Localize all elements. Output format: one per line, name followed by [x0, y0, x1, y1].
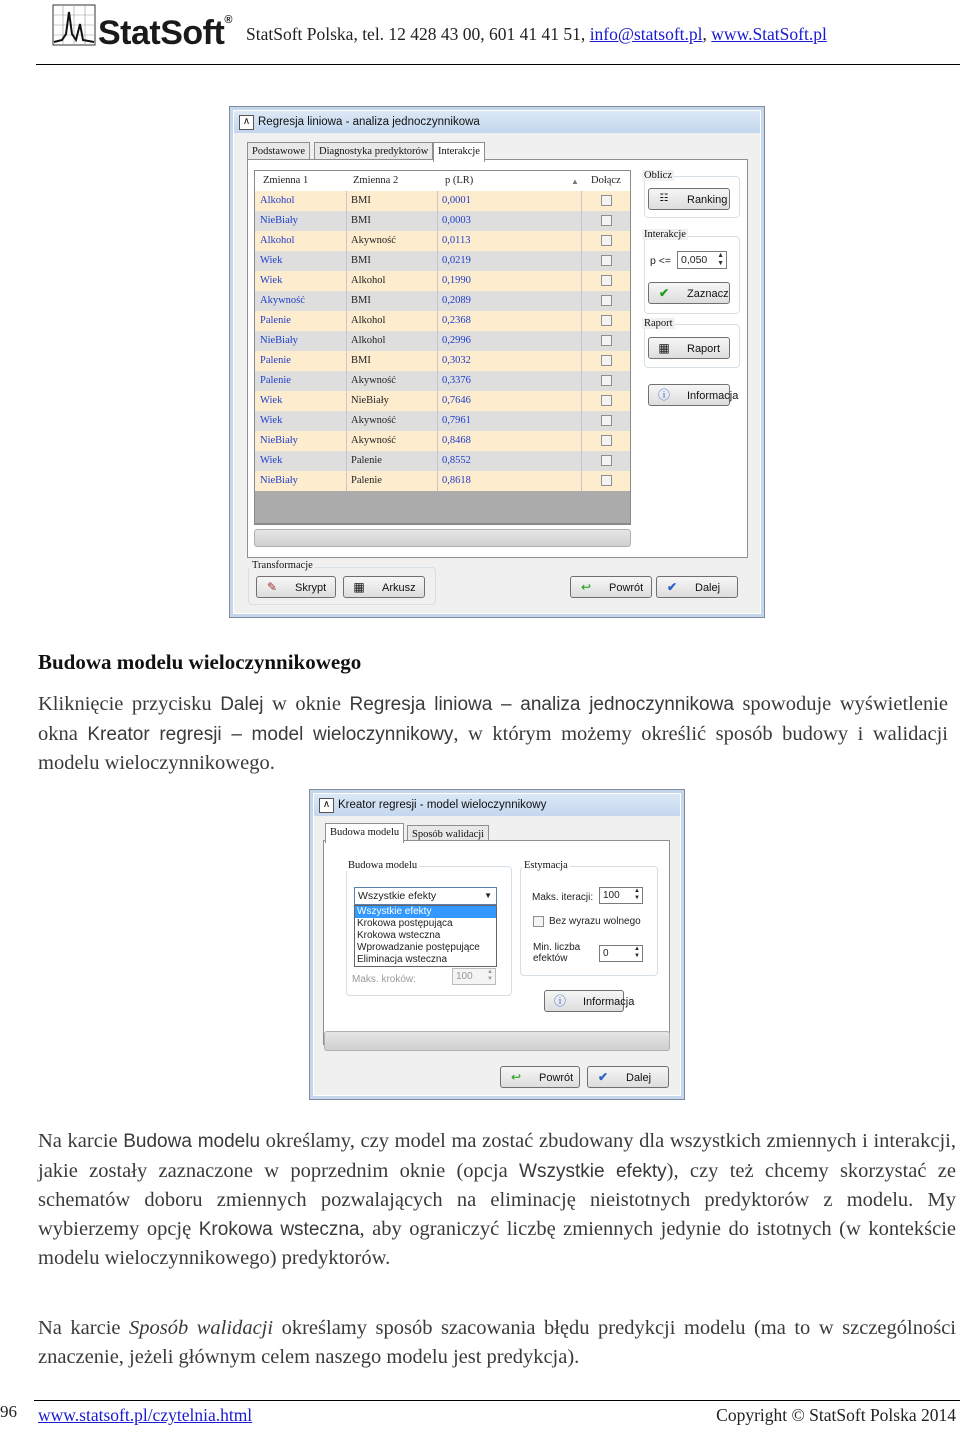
- column-separator: [346, 471, 347, 491]
- table-row[interactable]: [255, 411, 630, 431]
- skrypt-button[interactable]: ✎ Skrypt: [256, 576, 336, 598]
- informacja-button[interactable]: ⓘ Informacja: [648, 384, 730, 406]
- table-row[interactable]: [255, 251, 630, 271]
- column-separator: [581, 451, 582, 471]
- include-checkbox[interactable]: [601, 375, 612, 386]
- statsoft-logo: StatSoft®: [98, 14, 232, 52]
- column-separator: [346, 191, 347, 211]
- column-separator: [346, 411, 347, 431]
- column-separator: [346, 271, 347, 291]
- interactions-grid[interactable]: [254, 170, 631, 525]
- column-separator: [346, 371, 347, 391]
- powrot-button[interactable]: ↩ Powrót: [570, 576, 652, 598]
- column-separator: [581, 331, 582, 351]
- statsoft-logo-icon: [52, 4, 96, 46]
- include-checkbox[interactable]: [601, 395, 612, 406]
- dalej-button[interactable]: ✔ Dalej: [587, 1066, 669, 1088]
- horizontal-scrollbar[interactable]: [324, 1031, 670, 1051]
- column-separator: [581, 311, 582, 331]
- table-row[interactable]: [255, 471, 630, 491]
- table-row[interactable]: [255, 331, 630, 351]
- cell-zmienna1: Wiek: [260, 255, 283, 266]
- table-row[interactable]: [255, 191, 630, 211]
- dropdown-option[interactable]: Wszystkie efekty: [355, 906, 496, 918]
- column-separator: [346, 291, 347, 311]
- model-type-dropdown: [354, 905, 497, 967]
- column-separator: [346, 331, 347, 351]
- column-separator: [346, 251, 347, 271]
- cell-zmienna2: BMI: [351, 195, 371, 206]
- column-separator: [437, 411, 438, 431]
- raport-label: Raport: [644, 318, 673, 329]
- dropdown-option[interactable]: Eliminacja wsteczna: [357, 954, 448, 965]
- column-separator: [437, 471, 438, 491]
- table-row[interactable]: [255, 231, 630, 251]
- tab-budowa-modelu[interactable]: Budowa modelu: [325, 823, 404, 843]
- cell-zmienna1: Palenie: [260, 355, 291, 366]
- cell-zmienna1: Wiek: [260, 415, 283, 426]
- column-separator: [346, 431, 347, 451]
- oblicz-label: Oblicz: [644, 170, 672, 181]
- column-separator: [437, 331, 438, 351]
- column-separator: [346, 351, 347, 371]
- table-row[interactable]: [255, 271, 630, 291]
- table-row[interactable]: [255, 431, 630, 451]
- dialog-title: Kreator regresji - model wieloczynnikowy: [338, 799, 547, 811]
- col-zmienna2[interactable]: Zmienna 2: [353, 175, 399, 186]
- cell-p-value: 0,2368: [442, 315, 471, 326]
- cell-zmienna1: Wiek: [260, 395, 283, 406]
- column-separator: [437, 251, 438, 271]
- cell-zmienna1: NieBiały: [260, 215, 298, 226]
- paragraph-1: Kliknięcie przycisku Dalej w oknie Regresja liniowa – analiza jednoczynnikowa spowoduje wyświetlenie okna Kreator regresji – model wieloczynnikowy, w którym możemy określić sposób budowy i walidacji modelu wieloczynnikowego.: [38, 693, 949, 775]
- col-dolacz[interactable]: Dołącz: [591, 175, 621, 186]
- cell-zmienna1: Wiek: [260, 275, 283, 286]
- budowa-modelu-label: Budowa modelu: [348, 860, 418, 871]
- arkusz-button[interactable]: ▦ Arkusz: [343, 576, 425, 598]
- header-divider: [36, 64, 960, 65]
- include-checkbox[interactable]: [601, 335, 612, 346]
- column-separator: [581, 371, 582, 391]
- dropdown-option[interactable]: Krokowa wsteczna: [357, 930, 441, 941]
- cell-zmienna2: Akywność: [351, 435, 396, 446]
- dialog-titlebar: [234, 111, 760, 133]
- cell-zmienna2: Akywność: [351, 415, 396, 426]
- column-separator: [581, 211, 582, 231]
- maks-iteracji-spinner[interactable]: 100 ▲ ▼: [599, 887, 643, 904]
- script-icon: ✎: [266, 580, 278, 594]
- ranking-button[interactable]: ☷ Ranking: [648, 188, 730, 210]
- cell-p-value: 0,0113: [442, 235, 471, 246]
- cell-p-value: 0,8618: [442, 475, 471, 486]
- cell-p-value: 0,0001: [442, 195, 471, 206]
- cell-zmienna2: BMI: [351, 355, 371, 366]
- sort-arrow-icon: ▲: [571, 177, 579, 186]
- cell-p-value: 0,8468: [442, 435, 471, 446]
- cell-zmienna1: Palenie: [260, 315, 291, 326]
- maks-krokow-label: Maks. kroków:: [352, 974, 416, 985]
- include-checkbox[interactable]: [601, 295, 612, 306]
- chevron-down-icon[interactable]: ▼: [484, 891, 492, 900]
- col-p-lr[interactable]: p (LR): [445, 175, 474, 186]
- tab-diagnostyka[interactable]: Diagnostyka predyktorów: [314, 142, 433, 160]
- estymacja-label: Estymacja: [524, 860, 568, 871]
- cell-zmienna2: Palenie: [351, 475, 382, 486]
- cell-p-value: 0,3032: [442, 355, 471, 366]
- section-title: Budowa modelu wieloczynnikowego: [38, 650, 362, 674]
- informacja-button[interactable]: ⓘ Informacja: [544, 990, 624, 1012]
- dialog-title: Regresja liniowa - analiza jednoczynnikowa: [258, 116, 480, 128]
- horizontal-scrollbar[interactable]: [254, 529, 631, 547]
- table-row[interactable]: [255, 351, 630, 371]
- dalej-button[interactable]: ✔ Dalej: [656, 576, 738, 598]
- cell-p-value: 0,0003: [442, 215, 471, 226]
- cell-p-value: 0,8552: [442, 455, 471, 466]
- page-number: 96: [0, 1402, 17, 1421]
- check-icon: ✔: [597, 1070, 609, 1084]
- cell-zmienna2: Alkohol: [351, 335, 386, 346]
- column-separator: [581, 431, 582, 451]
- column-separator: [346, 311, 347, 331]
- table-row[interactable]: [255, 391, 630, 411]
- p-threshold-spinner[interactable]: 0,050 ▲ ▼: [677, 251, 727, 269]
- bez-wyrazu-label: Bez wyrazu wolnego: [549, 916, 641, 927]
- column-separator: [437, 271, 438, 291]
- col-zmienna1[interactable]: Zmienna 1: [263, 175, 309, 186]
- cell-zmienna1: Alkohol: [260, 235, 295, 246]
- paragraph-2: Na karcie Budowa modelu określamy, czy model ma zostać zbudowany dla wszystkich zmiennych i interakcji, jakie zostały zaznaczone w poprzednim oknie (opcja Wszystkie efekty), czy też chcemy skorzystać ze schematów doboru zmiennych pozwalających na eliminację nieistotnych predyktorów z modelu. My wybierzemy opcję Krokowa wsteczna, aby ograniczyć liczbę zmiennych jedynie do istotnych (w kontekście modelu wieloczynnikowego) predyktorów.: [38, 1130, 956, 1270]
- table-row[interactable]: [255, 211, 630, 231]
- column-separator: [581, 391, 582, 411]
- cell-p-value: 0,0219: [442, 255, 471, 266]
- spinner-arrows-icon[interactable]: ▲ ▼: [634, 946, 640, 959]
- cell-zmienna2: Palenie: [351, 455, 382, 466]
- column-separator: [437, 211, 438, 231]
- tab-interakcje[interactable]: Interakcje: [433, 142, 485, 162]
- raport-button[interactable]: ▦ Raport: [648, 337, 730, 359]
- back-arrow-icon: ↩: [510, 1070, 522, 1084]
- cell-p-value: 0,2996: [442, 335, 471, 346]
- website-link[interactable]: www.StatSoft.pl: [711, 24, 827, 44]
- cell-zmienna2: Alkohol: [351, 315, 386, 326]
- column-separator: [581, 471, 582, 491]
- column-separator: [437, 351, 438, 371]
- powrot-button[interactable]: ↩ Powrót: [500, 1066, 580, 1088]
- cell-p-value: 0,2089: [442, 295, 471, 306]
- cell-zmienna2: Akywność: [351, 375, 396, 386]
- ranking-icon: ☷: [659, 193, 669, 204]
- dialog-titlebar: [314, 794, 680, 816]
- check-icon: ✔: [658, 286, 670, 300]
- min-liczba-label: Min. liczba efektów: [533, 942, 581, 964]
- back-arrow-icon: ↩: [580, 580, 592, 594]
- include-checkbox[interactable]: [601, 475, 612, 486]
- column-separator: [346, 231, 347, 251]
- column-separator: [581, 351, 582, 371]
- dropdown-option[interactable]: Wprowadzanie postępujące: [357, 942, 480, 953]
- column-separator: [581, 291, 582, 311]
- column-separator: [346, 391, 347, 411]
- p-label: p <=: [650, 255, 672, 267]
- spinner-arrows-icon[interactable]: ▲ ▼: [717, 252, 724, 267]
- interakcje-label: Interakcje: [644, 229, 686, 240]
- include-checkbox[interactable]: [601, 235, 612, 246]
- cell-zmienna2: Alkohol: [351, 275, 386, 286]
- dropdown-option[interactable]: Krokowa postępująca: [357, 918, 453, 929]
- tab-sposob-walidacji[interactable]: Sposób walidacji: [407, 825, 489, 843]
- column-separator: [437, 231, 438, 251]
- include-checkbox[interactable]: [601, 355, 612, 366]
- check-icon: ✔: [666, 580, 678, 594]
- column-separator: [437, 191, 438, 211]
- min-liczba-spinner[interactable]: 0 ▲ ▼: [599, 945, 643, 962]
- cell-p-value: 0,7646: [442, 395, 471, 406]
- column-separator: [346, 451, 347, 471]
- column-separator: [437, 291, 438, 311]
- table-row[interactable]: [255, 291, 630, 311]
- column-separator: [437, 451, 438, 471]
- table-row[interactable]: [255, 311, 630, 331]
- cell-zmienna1: NieBiały: [260, 475, 298, 486]
- cell-zmienna2: BMI: [351, 255, 371, 266]
- app-icon: ∧: [239, 115, 254, 130]
- cell-zmienna1: Akywność: [260, 295, 305, 306]
- footer-link[interactable]: www.statsoft.pl/czytelnia.html: [38, 1405, 253, 1425]
- paragraph-3: Na karcie Sposób walidacji określamy sposób szacowania błędu predykcji modelu (ma to w szczególności znaczenie, jeżeli głównym celem naszego modelu jest predykcja).: [38, 1317, 956, 1368]
- table-row[interactable]: [255, 451, 630, 471]
- cell-p-value: 0,7961: [442, 415, 471, 426]
- column-separator: [437, 391, 438, 411]
- column-separator: [437, 311, 438, 331]
- cell-zmienna1: Palenie: [260, 375, 291, 386]
- grid-header: [255, 171, 630, 192]
- info-icon: ⓘ: [553, 994, 566, 1008]
- spreadsheet-icon: ▦: [353, 580, 365, 594]
- column-separator: [581, 271, 582, 291]
- cell-zmienna1: Alkohol: [260, 195, 295, 206]
- footer-divider: [34, 1400, 960, 1401]
- header-contact: StatSoft Polska, tel. 12 428 43 00, 601 41 41 51, info@statsoft.pl, www.StatSoft.pl: [246, 24, 827, 44]
- cell-zmienna2: BMI: [351, 295, 371, 306]
- tab-podstawowe[interactable]: Podstawowe: [247, 142, 310, 160]
- include-checkbox[interactable]: [601, 415, 612, 426]
- cell-zmienna1: NieBiały: [260, 435, 298, 446]
- info-icon: ⓘ: [657, 388, 670, 402]
- maks-krokow-spinner[interactable]: 100 ▲ ▼: [452, 968, 496, 985]
- column-separator: [581, 251, 582, 271]
- spinner-arrows-icon[interactable]: ▲ ▼: [487, 969, 493, 982]
- column-separator: [581, 191, 582, 211]
- include-checkbox[interactable]: [601, 215, 612, 226]
- maks-iteracji-label: Maks. iteracji:: [532, 892, 594, 903]
- cell-p-value: 0,1990: [442, 275, 471, 286]
- spreadsheet-icon: ▦: [658, 341, 670, 355]
- column-separator: [581, 411, 582, 431]
- include-checkbox[interactable]: [601, 315, 612, 326]
- model-type-select[interactable]: Wszystkie efekty ▼: [354, 887, 497, 905]
- app-icon: ∧: [319, 798, 334, 813]
- transformacje-label: Transformacje: [252, 560, 313, 571]
- copyright: Copyright © StatSoft Polska 2014: [716, 1405, 956, 1425]
- grid-bottom: [255, 523, 630, 524]
- cell-zmienna2: NieBiały: [351, 395, 389, 406]
- cell-zmienna2: BMI: [351, 215, 371, 226]
- table-row[interactable]: [255, 371, 630, 391]
- column-separator: [437, 371, 438, 391]
- include-checkbox[interactable]: [601, 275, 612, 286]
- include-checkbox[interactable]: [601, 435, 612, 446]
- include-checkbox[interactable]: [601, 455, 612, 466]
- bez-wyrazu-checkbox[interactable]: [533, 916, 544, 927]
- cell-zmienna2: Akywność: [351, 235, 396, 246]
- cell-zmienna1: Wiek: [260, 455, 283, 466]
- email-link[interactable]: info@statsoft.pl: [589, 24, 703, 44]
- column-separator: [581, 231, 582, 251]
- cell-p-value: 0,3376: [442, 375, 471, 386]
- zaznacz-button[interactable]: ✔ Zaznacz: [648, 282, 730, 304]
- include-checkbox[interactable]: [601, 255, 612, 266]
- column-separator: [437, 431, 438, 451]
- spinner-arrows-icon[interactable]: ▲ ▼: [634, 888, 640, 901]
- include-checkbox[interactable]: [601, 195, 612, 206]
- column-separator: [346, 211, 347, 231]
- cell-zmienna1: NieBiały: [260, 335, 298, 346]
